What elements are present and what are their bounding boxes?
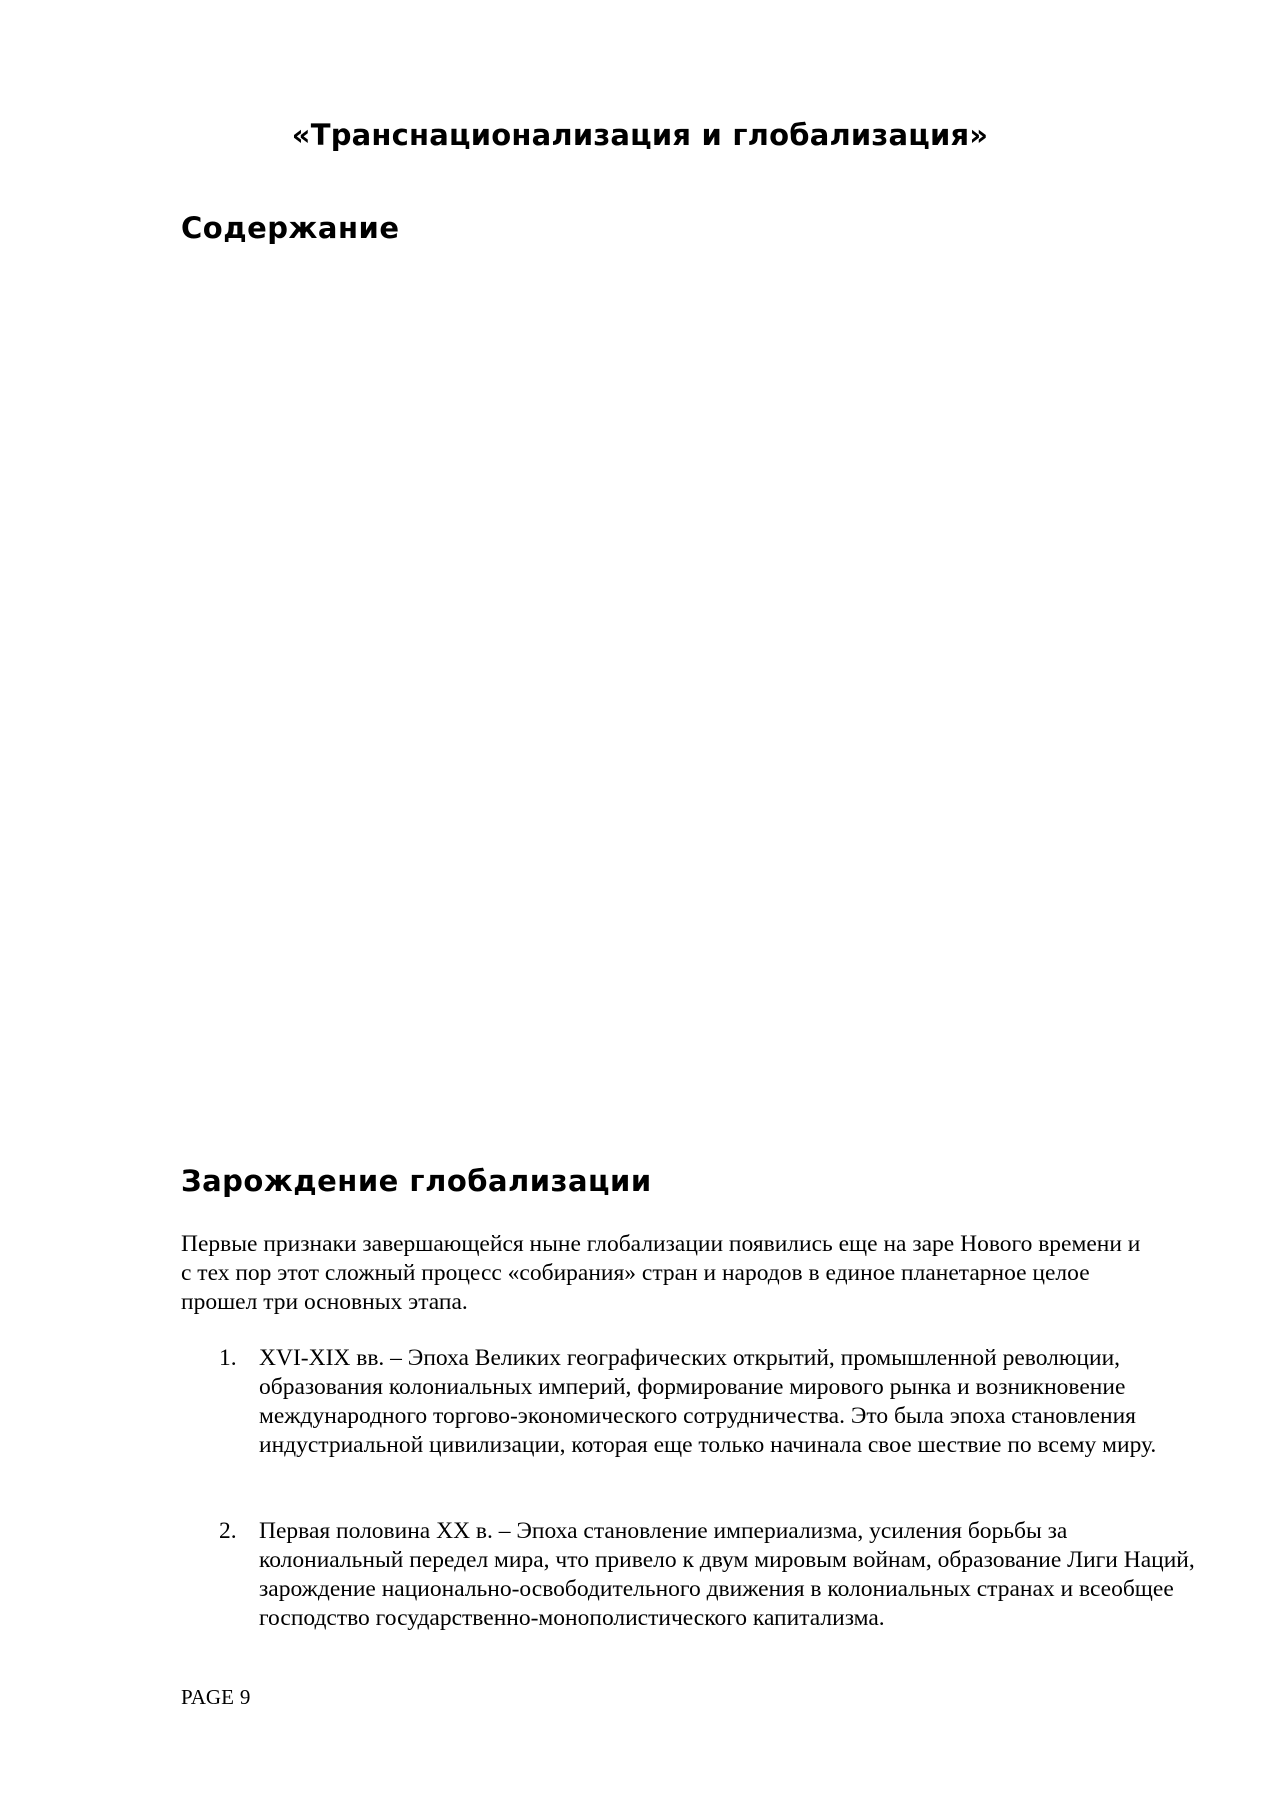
list-item-number: 2. bbox=[219, 1518, 237, 1544]
intro-paragraph: Первые признаки завершающейся ныне глобализации появились еще на заре Нового времени и с тех пор этот сложный процесс «собирания» стран и народов в единое планетарное целое прошел три основных этапа. bbox=[181, 1231, 1141, 1315]
page-footer bbox=[181, 1685, 250, 1710]
page-number: 9 bbox=[239, 1685, 251, 1709]
toc-heading: Содержание bbox=[181, 211, 400, 245]
list-item-text: Первая половина XX в. – Эпоха становление империализма, усиления борьбы за колониальный передел мира, что привело к двум мировым войнам, образование Лиги Наций, зарождение национально-освободительного движения в колониальных странах и всеобщее господство государственно-монополистического капитализма. bbox=[259, 1518, 1195, 1631]
footer-label: PAGE bbox=[181, 1685, 234, 1709]
section-heading: Зарождение глобализации bbox=[181, 1164, 652, 1198]
list-item-text: XVI-XIX вв. – Эпоха Великих географических открытий, промышленной революции, образования колониальных империй, формирование мирового рынка и возникновение международного торгово-экономического сотрудничества. Это была эпоха становления индустриальной цивилизации, которая еще только начинала свое шествие по всему миру. bbox=[259, 1345, 1157, 1458]
document-title: «Транснационализация и глобализация» bbox=[291, 118, 989, 152]
list-item-number: 1. bbox=[219, 1345, 237, 1371]
